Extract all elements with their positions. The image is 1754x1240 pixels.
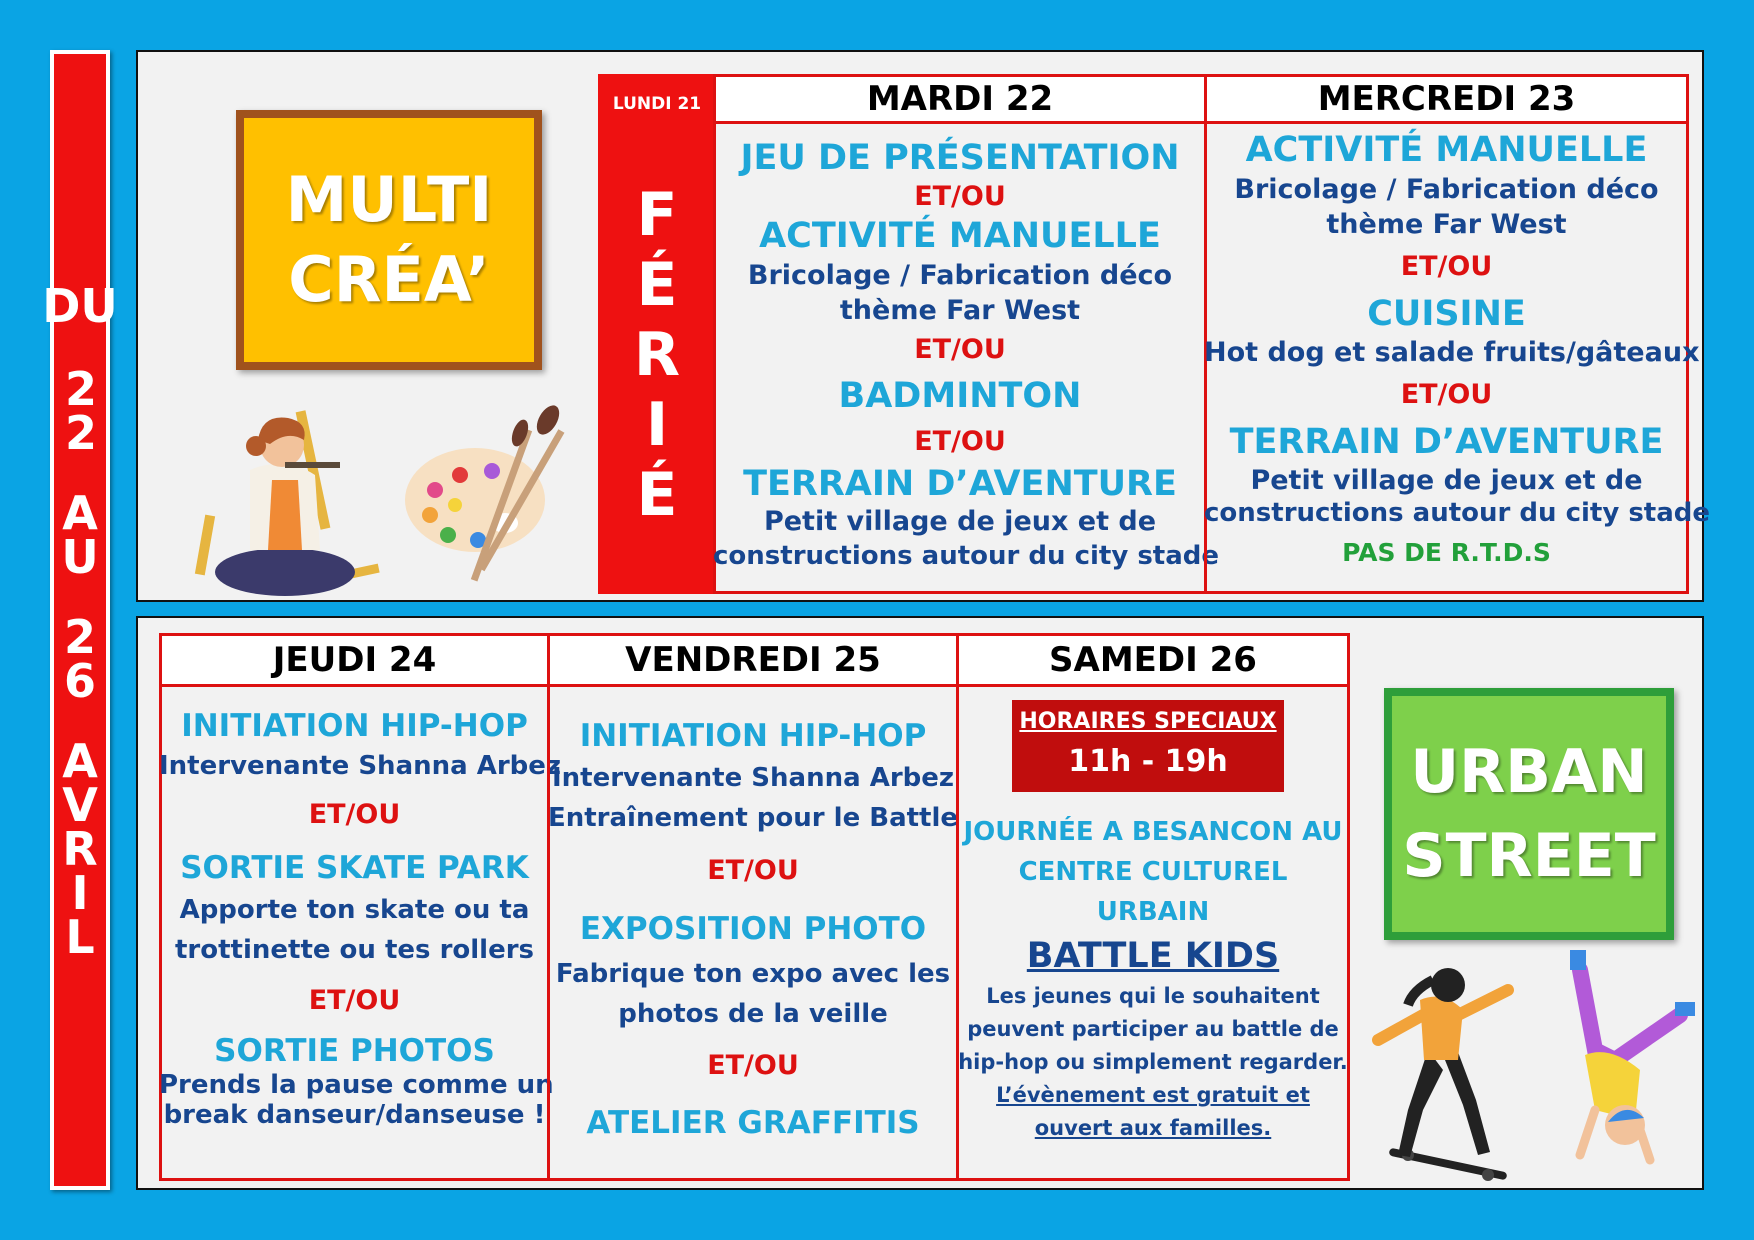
date-banner-au: AU [61, 486, 99, 584]
samedi-activity-1-line-2: CENTRE CULTUREL [1018, 857, 1288, 887]
mercredi-or-1: ET/OU [1400, 251, 1493, 282]
samedi-activity-2-desc-5: ouvert aux familles. [1034, 1116, 1272, 1140]
special-hours-badge [1012, 700, 1284, 792]
mercredi-activity-1-desc-1: Bricolage / Fabrication déco [1234, 174, 1659, 205]
mardi-activity-4: TERRAIN D’AVENTURE [743, 464, 1177, 504]
mardi-activities [713, 136, 1220, 573]
urban-street-logo-line1: URBAN [1410, 737, 1648, 807]
jeudi-activity-2: SORTIE SKATE PARK [180, 850, 529, 886]
mercredi-or-2: ET/OU [1400, 379, 1493, 410]
vendredi-activity-1: INITIATION HIP-HOP [579, 718, 927, 754]
samedi-activity-2: BATTLE KIDS [1026, 936, 1280, 976]
mercredi-activity-1: ACTIVITÉ MANUELLE [1245, 130, 1648, 170]
samedi-activity-2-desc-3: hip-hop ou simplement regarder. [958, 1050, 1348, 1074]
jeudi-activity-3: SORTIE PHOTOS [214, 1033, 495, 1069]
breakdancer-icon [1540, 940, 1700, 1190]
jeudi-activities [159, 704, 562, 1130]
vendredi-or-2: ET/OU [707, 1050, 799, 1081]
ferie-letter-2: É [636, 250, 678, 320]
samedi-activity-2-desc-1: Les jeunes qui le souhaitent [986, 984, 1320, 1008]
mardi-activity-1: JEU DE PRÉSENTATION [740, 138, 1180, 178]
mercredi-activity-3-desc-2: constructions autour du city stade [1204, 498, 1711, 528]
jeudi-activity-3-desc-1: Prends la pause comme un [159, 1070, 554, 1100]
mercredi-activity-2: CUISINE [1367, 294, 1526, 334]
vendredi-activity-3: ATELIER GRAFFITIS [586, 1105, 920, 1141]
mardi-activity-2-desc-2: thème Far West [839, 295, 1081, 326]
mercredi-activities [1204, 128, 1711, 576]
ferie-letter-4: I [645, 390, 669, 460]
jeudi-or-1: ET/OU [308, 799, 401, 830]
mercredi-header: MERCREDI 23 [1204, 74, 1689, 124]
urban-street-logo [1384, 688, 1674, 940]
jeudi-activity-1: INITIATION HIP-HOP [181, 708, 528, 744]
mercredi-note: PAS DE R.T.D.S [1342, 538, 1551, 567]
jeudi-header: JEUDI 24 [159, 633, 550, 687]
samedi-header: SAMEDI 26 [956, 633, 1350, 687]
jeudi-activity-2-desc-1: Apporte ton skate ou ta [179, 895, 530, 925]
date-banner-avril: AVRIL [62, 734, 98, 964]
mardi-header: MARDI 22 [713, 74, 1207, 124]
vendredi-activity-2-desc-2: photos de la veille [618, 999, 888, 1029]
date-banner [42, 50, 118, 1190]
mardi-activity-4-desc-1: Petit village de jeux et de [763, 506, 1157, 537]
paint-palette-icon [400, 405, 575, 595]
jeudi-activity-1-desc-1: Intervenante Shanna Arbez [159, 751, 562, 781]
mardi-or-2: ET/OU [914, 334, 1006, 365]
mercredi-activity-3: TERRAIN D’AVENTURE [1229, 422, 1664, 462]
mercredi-activity-1-desc-2: thème Far West [1326, 209, 1567, 240]
special-hours-time: 11h - 19h [1068, 744, 1228, 779]
mardi-activity-4-desc-2: constructions autour du city stade [713, 541, 1220, 571]
special-hours-label: HORAIRES SPECIAUX [1019, 709, 1277, 734]
ferie-label [598, 180, 716, 530]
jeudi-or-2: ET/OU [308, 985, 401, 1016]
mercredi-activity-2-desc-1: Hot dog et salade fruits/gâteaux [1204, 337, 1700, 368]
mardi-activity-2: ACTIVITÉ MANUELLE [759, 216, 1161, 256]
samedi-activities [956, 812, 1350, 1145]
mardi-or-1: ET/OU [914, 181, 1006, 212]
mercredi-activity-3-desc-1: Petit village de jeux et de [1250, 465, 1643, 496]
samedi-activity-2-desc-2: peuvent participer au battle de [967, 1017, 1339, 1041]
mardi-activity-2-desc-1: Bricolage / Fabrication déco [747, 260, 1173, 291]
date-banner-du: DU [42, 279, 118, 333]
lundi-header: LUNDI 21 [612, 94, 702, 114]
multi-crea-logo [236, 110, 542, 370]
samedi-activity-1-line-3: URBAIN [1096, 897, 1210, 927]
jeudi-activity-2-desc-2: trottinette ou tes rollers [174, 935, 535, 965]
vendredi-activities [547, 714, 959, 1148]
jeudi-activity-3-desc-2: break danseur/danseuse ! [163, 1100, 546, 1130]
vendredi-or-1: ET/OU [707, 855, 799, 886]
vendredi-header: VENDREDI 25 [547, 633, 959, 687]
vendredi-activity-2-desc-1: Fabrique ton expo avec les [555, 959, 951, 989]
ferie-letter-5: É [636, 460, 678, 530]
mardi-or-3: ET/OU [914, 426, 1006, 457]
multi-crea-logo-line1: MULTI [285, 163, 493, 236]
ferie-letter-3: R [633, 320, 681, 390]
ferie-letter-1: F [636, 180, 678, 250]
craft-kid-icon [190, 400, 390, 600]
skateboarder-icon [1358, 960, 1528, 1185]
vendredi-activity-1-desc-1: Intervenante Shanna Arbez [551, 763, 955, 793]
urban-street-logo-line2: STREET [1402, 821, 1656, 891]
multi-crea-logo-line2: CRÉA’ [288, 243, 490, 316]
samedi-activity-1-line-1: JOURNÉE A BESANCON AU [963, 817, 1343, 847]
vendredi-activity-2: EXPOSITION PHOTO [579, 911, 927, 947]
date-banner-22: 22 [64, 362, 95, 460]
mardi-activity-3: BADMINTON [838, 376, 1082, 416]
samedi-activity-2-desc-4: L’évènement est gratuit et [996, 1083, 1310, 1107]
date-banner-26: 26 [63, 610, 96, 708]
vendredi-activity-1-desc-2: Entraînement pour le Battle [547, 803, 959, 833]
